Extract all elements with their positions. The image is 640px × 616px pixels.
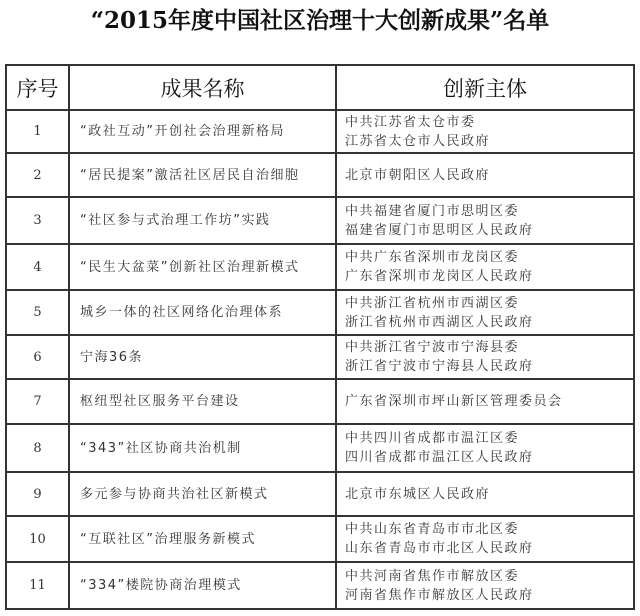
org-line: 中共河南省焦作市解放区委 <box>345 568 520 584</box>
innovation-org <box>336 379 634 424</box>
table-row <box>6 110 634 153</box>
result-name: “334”楼院协商治理模式 <box>69 562 336 609</box>
innovation-org <box>336 244 634 290</box>
innovation-org <box>336 290 634 335</box>
table-row <box>6 379 634 424</box>
org-line: 浙江省杭州市西湖区人民政府 <box>345 314 534 330</box>
innovation-org <box>336 516 634 562</box>
org-line: 中共山东省青岛市市北区委 <box>345 522 520 537</box>
org-line: 北京市东城区人民政府 <box>345 486 491 502</box>
page-title: “2015年度中国社区治理十大创新成果”名单 <box>90 7 550 34</box>
table-row <box>6 244 634 290</box>
row-number: 8 <box>6 424 69 472</box>
row-number: 6 <box>6 335 69 379</box>
result-name: “社区参与式治理工作坊”实践 <box>69 197 336 244</box>
result-name: “343”社区协商共治机制 <box>69 424 336 472</box>
org-line: 中共浙江省宁波市宁海县委 <box>345 340 520 355</box>
org-line: 中共福建省厦门市思明区委 <box>345 203 520 219</box>
org-line: 福建省厦门市思明区人民政府 <box>345 222 534 238</box>
org-line: 河南省焦作市解放区人民政府 <box>345 587 534 603</box>
row-number: 3 <box>6 197 69 244</box>
result-name: “互联社区”治理服务新模式 <box>69 516 336 562</box>
row-number: 5 <box>6 290 69 335</box>
org-line: 中共四川省成都市温江区委 <box>345 431 520 446</box>
header-org: 创新主体 <box>336 65 634 110</box>
innovation-org <box>336 110 634 153</box>
row-number: 10 <box>6 516 69 562</box>
result-name: 枢纽型社区服务平台建设 <box>69 379 336 424</box>
table-row <box>6 516 634 562</box>
row-number: 9 <box>6 472 69 516</box>
org-line: 浙江省宁波市宁海县人民政府 <box>345 359 534 374</box>
innovation-org <box>336 153 634 197</box>
table-row <box>6 335 634 379</box>
row-number: 4 <box>6 244 69 290</box>
org-line: 中共广东省深圳市龙岗区委 <box>345 250 520 265</box>
row-number: 11 <box>6 562 69 609</box>
result-name: 城乡一体的社区网络化治理体系 <box>69 290 336 335</box>
result-name: 宁海36条 <box>69 335 336 379</box>
innovation-org <box>336 335 634 379</box>
results-table <box>5 64 635 610</box>
row-number: 1 <box>6 110 69 153</box>
table-row <box>6 290 634 335</box>
org-line: 中共江苏省太仓市委 <box>345 114 476 130</box>
row-number: 2 <box>6 153 69 197</box>
result-name: “政社互动”开创社会治理新格局 <box>69 110 336 153</box>
result-name: “民生大盆菜”创新社区治理新模式 <box>69 244 336 290</box>
innovation-org <box>336 197 634 244</box>
table-row <box>6 424 634 472</box>
result-name: “居民提案”激活社区居民自治细胞 <box>69 153 336 197</box>
org-line: 北京市朝阳区人民政府 <box>345 167 491 183</box>
org-line: 江苏省太仓市人民政府 <box>345 133 491 149</box>
org-line: 广东省深圳市坪山新区管理委员会 <box>345 394 563 409</box>
innovation-org <box>336 472 634 516</box>
header-number: 序号 <box>6 65 69 110</box>
header-name: 成果名称 <box>69 65 336 110</box>
org-line: 中共浙江省杭州市西湖区委 <box>345 295 520 311</box>
table-row <box>6 197 634 244</box>
table-header-row <box>6 65 634 110</box>
table-row <box>6 562 634 609</box>
result-name: 多元参与协商共治社区新模式 <box>69 472 336 516</box>
innovation-org <box>336 424 634 472</box>
row-number: 7 <box>6 379 69 424</box>
table-row <box>6 472 634 516</box>
table-row <box>6 153 634 197</box>
org-line: 四川省成都市温江区人民政府 <box>345 450 534 465</box>
org-line: 山东省青岛市市北区人民政府 <box>345 541 534 556</box>
innovation-org <box>336 562 634 609</box>
org-line: 广东省深圳市龙岗区人民政府 <box>345 269 534 284</box>
